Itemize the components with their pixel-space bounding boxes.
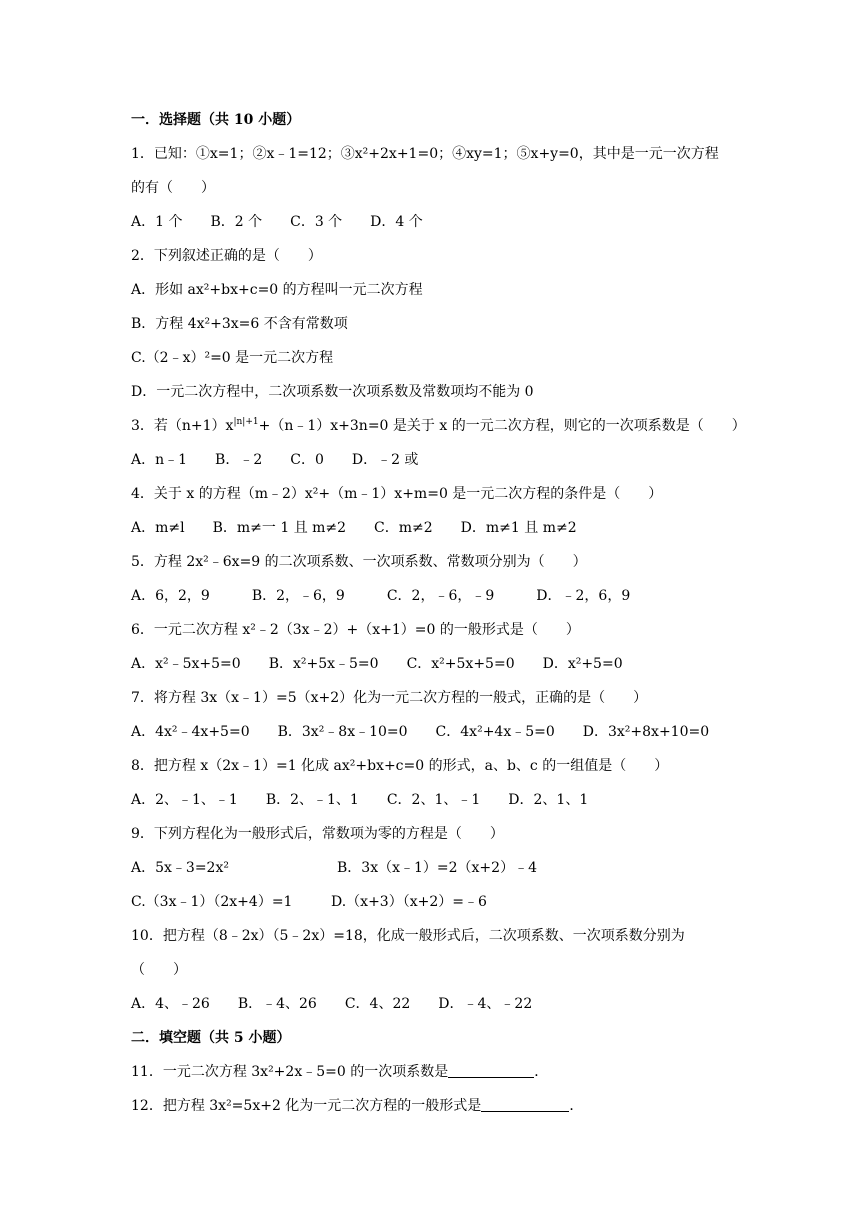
question-10-options: A．4、﹣26 B．﹣4、26 C．4、22 D．﹣4、﹣22 (131, 996, 533, 1012)
question-5-stem: 5．方程 2x²﹣6x=9 的二次项系数、一次项系数、常数项分别为（ ） (131, 554, 587, 570)
question-3-stem (131, 416, 746, 436)
section-1-title: 一．选择题（共 10 小题） (131, 112, 301, 128)
question-2-option-d: D．一元二次方程中，二次项系数一次项系数及常数项均不能为 0 (131, 384, 534, 400)
question-8-stem: 8．把方程 x（2x﹣1）=1 化成 ax²+bx+c=0 的形式，a、b、c 的一组值是（ ） (131, 758, 669, 774)
question-7-stem: 7．将方程 3x（x﹣1）=5（x+2）化为一元二次方程的一般式，正确的是（ ） (131, 690, 648, 706)
question-12-answer-blank (481, 1098, 569, 1112)
question-12-stem: 12．把方程 3x²=5x+2 化为一元二次方程的一般形式是 (131, 1098, 482, 1114)
question-6-stem: 6．一元二次方程 x²﹣2（3x﹣2）+（x+1）=0 的一般形式是（ ） (131, 622, 580, 638)
question-3-options: A．n﹣1 B．﹣2 C．0 D．﹣2 或 (131, 452, 419, 468)
question-3-stem-part-1: 3．若（n+1）x (131, 418, 234, 434)
question-9-option-a: A．5x﹣3=2x² (131, 860, 229, 876)
question-1-stem-line-1: 1．已知：①x=1；②x﹣1=12；③x²+2x+1=0；④xy=1；⑤x+y=0，其中是一元一次方程 (131, 146, 719, 162)
question-2-stem: 2．下列叙述正确的是（ ） (131, 248, 322, 264)
question-11-answer-blank (448, 1064, 534, 1078)
question-4-options: A．m≠l B．m≠一 1 且 m≠2 C．m≠2 D．m≠1 且 m≠2 (131, 520, 577, 536)
question-1-options: A．1 个 B．2 个 C．3 个 D．4 个 (131, 214, 423, 230)
question-9-option-b: B．3x（x﹣1）=2（x+2）﹣4 (337, 860, 537, 876)
question-1-stem-line-2: 的有（ ） (131, 180, 215, 196)
question-11 (131, 1062, 548, 1082)
question-9-option-d: D.（x+3）（x+2）=﹣6 (331, 894, 487, 910)
question-12-end: ． (569, 1098, 584, 1114)
question-3-stem-part-2: +（n﹣1）x+3n=0 是关于 x 的一元二次方程，则它的一次项系数是（ ） (258, 418, 746, 434)
question-2-option-b: B．方程 4x²+3x=6 不含有常数项 (131, 316, 348, 332)
question-11-stem: 11．一元二次方程 3x²+2x﹣5=0 的一次项系数是 (131, 1064, 449, 1080)
question-4-stem: 4．关于 x 的方程（m﹣2）x²+（m﹣1）x+m=0 是一元二次方程的条件是（ ） (131, 486, 663, 502)
question-10-stem-line-1: 10．把方程（8﹣2x）（5﹣2x）=18，化成一般形式后，二次项系数、一次项系数分别为 (131, 928, 685, 944)
section-2-title: 二．填空题（共 5 小题） (131, 1030, 291, 1046)
question-3-exponent: |n|+1 (233, 417, 259, 427)
question-11-end: ． (534, 1064, 549, 1080)
question-8-options: A．2、﹣1、﹣1 B．2、﹣1、1 C．2、1、﹣1 D．2、1、1 (131, 792, 589, 808)
question-7-options: A．4x²﹣4x+5=0 B．3x²﹣8x﹣10=0 C．4x²+4x﹣5=0 D．3x²+8x+10=0 (131, 724, 710, 740)
question-9-option-c: C.（3x﹣1）（2x+4）=1 (131, 894, 293, 910)
question-10-stem-line-2: （ ） (131, 962, 187, 978)
question-12 (131, 1096, 583, 1116)
question-5-options: A．6，2，9 B．2，﹣6，9 C．2，﹣6，﹣9 D．﹣2，6，9 (131, 588, 631, 604)
question-2-option-a: A．形如 ax²+bx+c=0 的方程叫一元二次方程 (131, 282, 423, 298)
question-2-option-c: C.（2﹣x）²=0 是一元二次方程 (131, 350, 334, 366)
question-9-stem: 9．下列方程化为一般形式后，常数项为零的方程是（ ） (131, 826, 504, 842)
question-6-options: A．x²﹣5x+5=0 B．x²+5x﹣5=0 C．x²+5x+5=0 D．x²+5=0 (131, 656, 623, 672)
